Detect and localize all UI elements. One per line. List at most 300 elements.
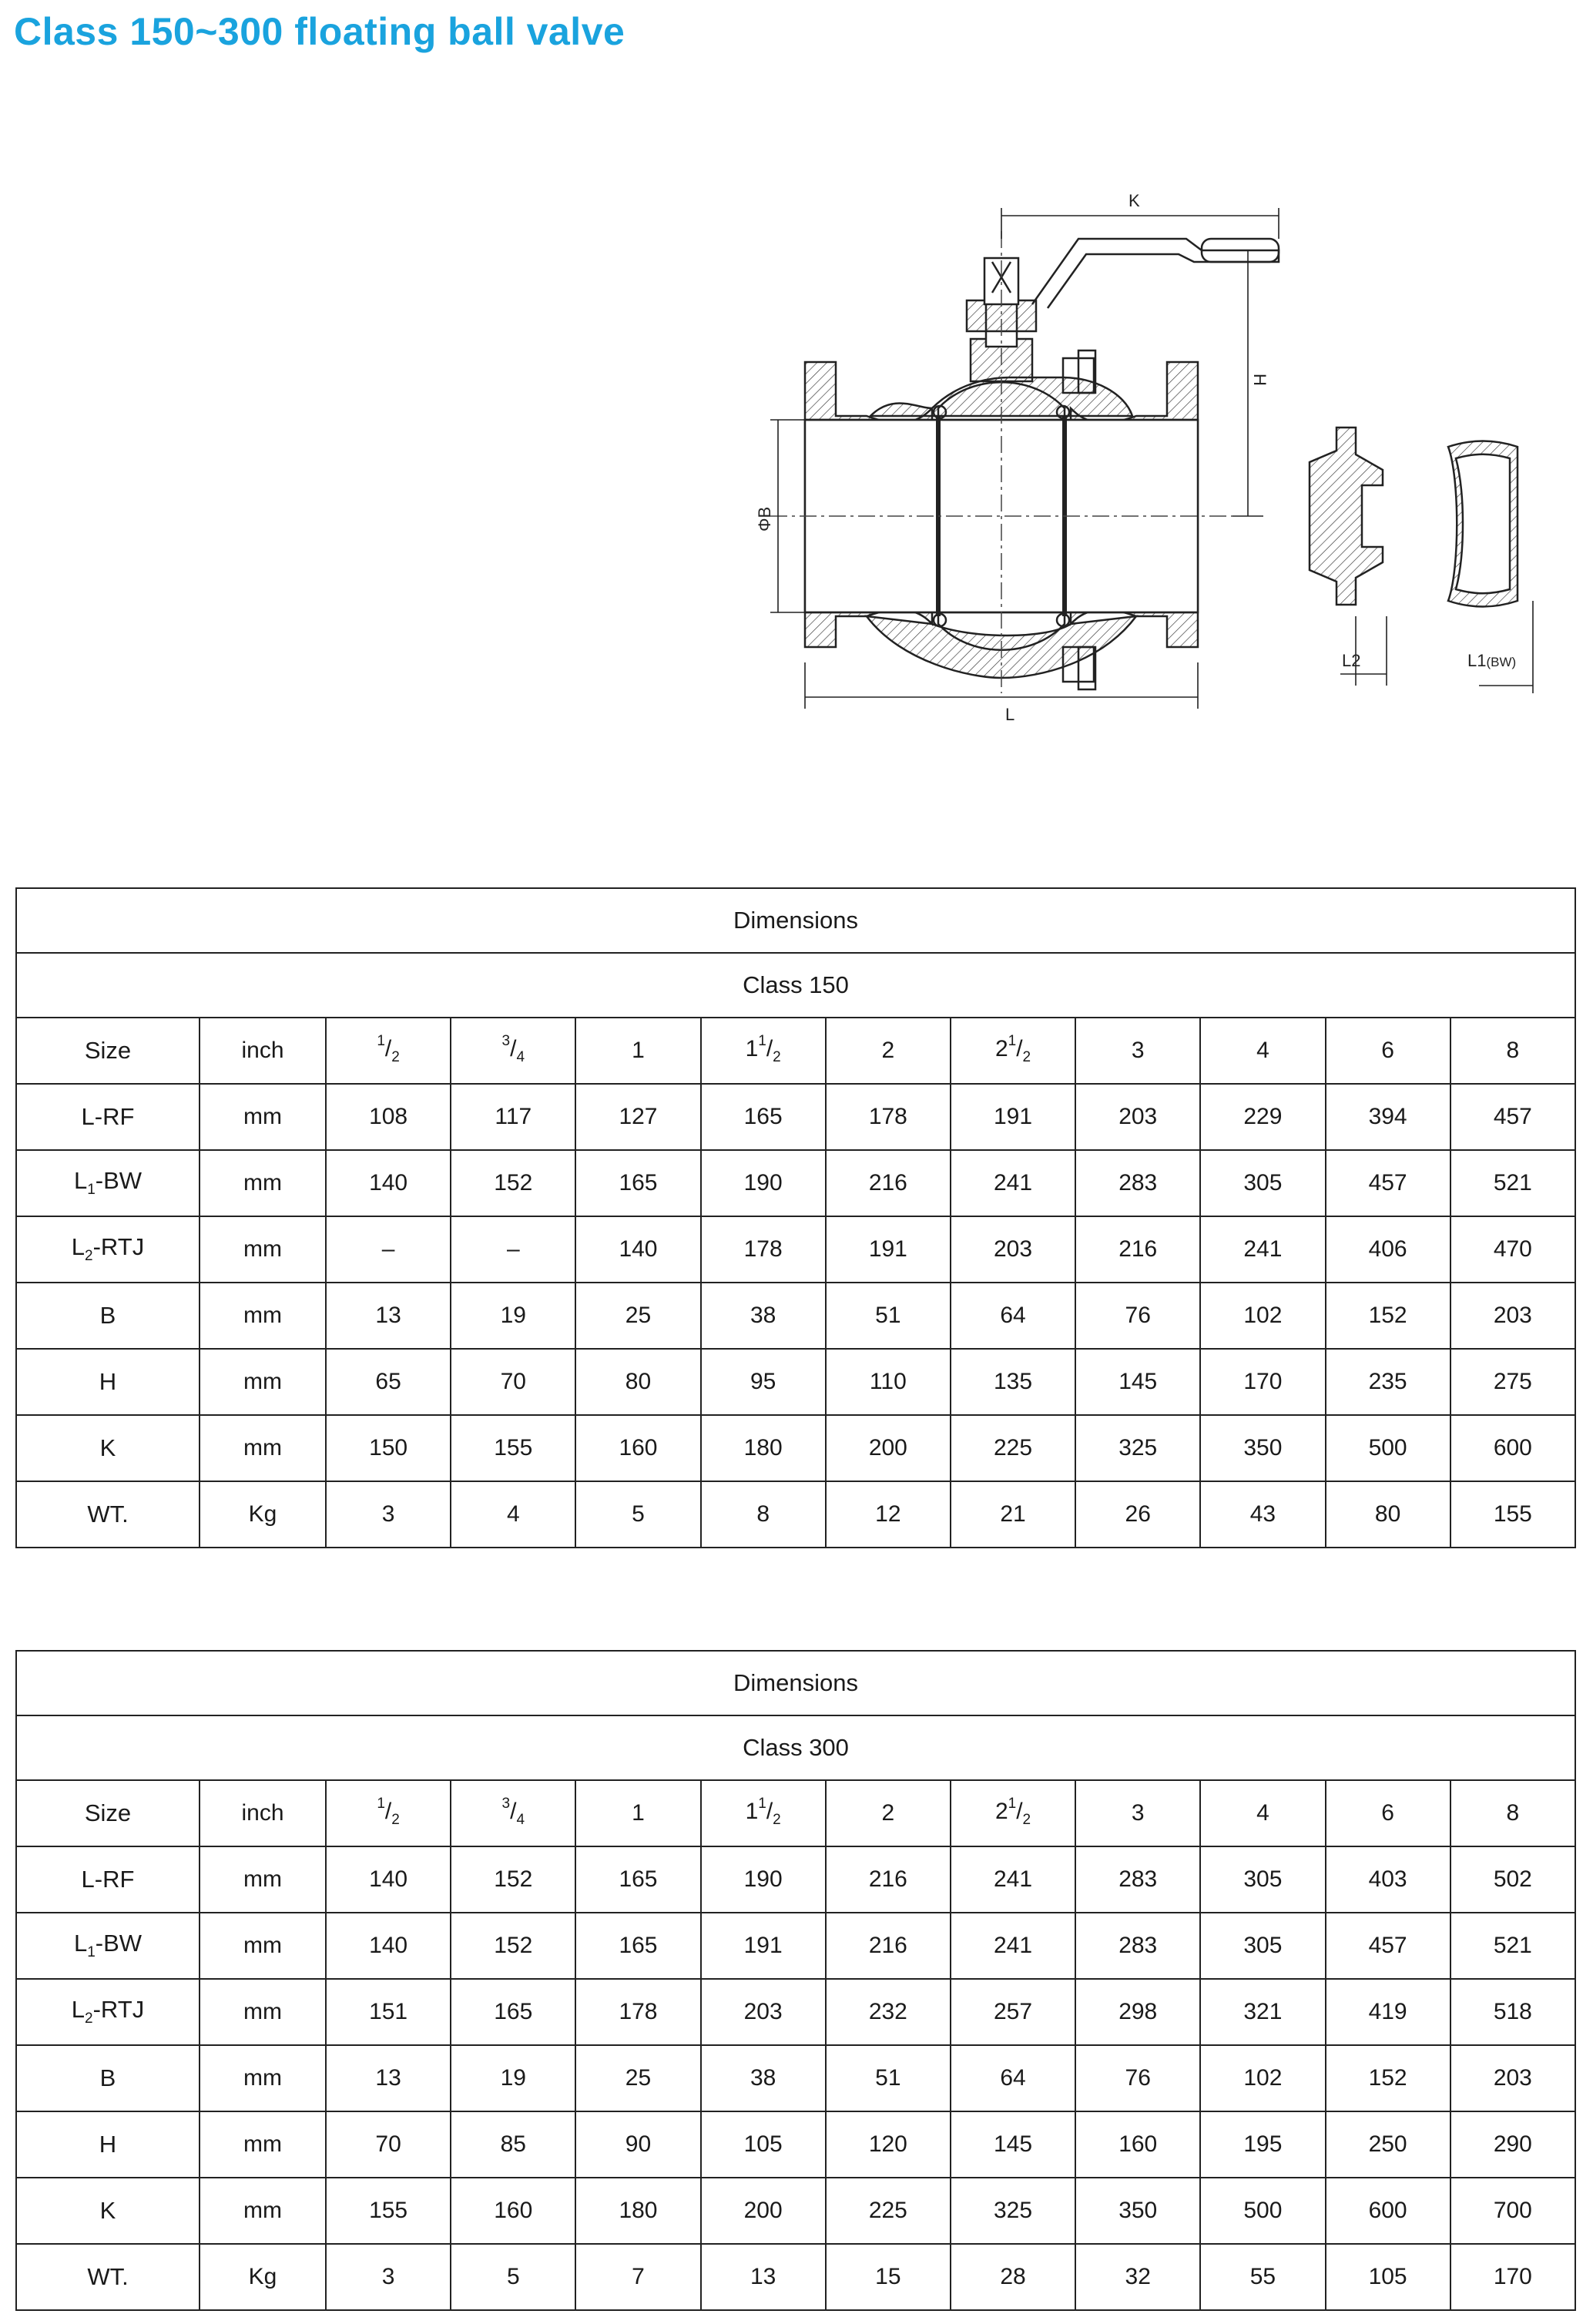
- table-cell: 95: [701, 1349, 826, 1415]
- table-cell: 241: [951, 1150, 1075, 1216]
- table-class-label: Class 300: [16, 1715, 1575, 1780]
- table-size-row: [16, 1018, 1575, 1084]
- size-whole: 1: [745, 1799, 759, 1824]
- fraction-slash: /: [1016, 1799, 1023, 1824]
- size-header-cell: [951, 1018, 1075, 1084]
- row-label-suffix: -RTJ: [92, 1996, 145, 2024]
- table-cell: 457: [1326, 1150, 1450, 1216]
- fraction-slash: /: [384, 1036, 392, 1061]
- size-whole: 2: [881, 1800, 895, 1826]
- table-cell: 216: [826, 1846, 951, 1913]
- table-cell: 178: [575, 1979, 700, 2045]
- table-cell: 140: [326, 1150, 451, 1216]
- row-label: [16, 1216, 200, 1283]
- size-whole: 6: [1381, 1800, 1394, 1826]
- table-cell: 283: [1075, 1913, 1200, 1979]
- row-unit: Kg: [200, 1481, 326, 1548]
- table-cell: 110: [826, 1349, 951, 1415]
- row-label-main: L-RF: [81, 1103, 135, 1130]
- table-cell: 80: [575, 1349, 700, 1415]
- row-unit: mm: [200, 1846, 326, 1913]
- table-cell: 117: [451, 1084, 575, 1150]
- table-cell: 190: [701, 1846, 826, 1913]
- size-value: [1132, 1800, 1145, 1826]
- table-cell: 145: [951, 2111, 1075, 2178]
- table-cell: 3: [326, 1481, 451, 1548]
- table-cell: 64: [951, 2045, 1075, 2111]
- table-cell: 19: [451, 2045, 575, 2111]
- size-denominator: 2: [391, 1049, 400, 1065]
- table-cell: 165: [701, 1084, 826, 1150]
- table-cell: 305: [1200, 1846, 1325, 1913]
- table-cell: 180: [701, 1415, 826, 1481]
- table-size-row: [16, 1780, 1575, 1846]
- size-denominator: 2: [773, 1049, 781, 1065]
- table-cell: 225: [951, 1415, 1075, 1481]
- size-header-cell: [1450, 1780, 1575, 1846]
- table-cell: 155: [1450, 1481, 1575, 1548]
- table-cell: 5: [575, 1481, 700, 1548]
- row-label: [16, 1084, 200, 1150]
- dim-label-l1-suffix: (BW): [1486, 655, 1517, 669]
- row-label-main: B: [99, 1302, 116, 1329]
- table-cell: 160: [575, 1415, 700, 1481]
- size-value: [377, 1796, 400, 1828]
- size-numerator: 1: [758, 1796, 766, 1812]
- table-cell: 140: [326, 1913, 451, 1979]
- size-value: [501, 1796, 525, 1828]
- table-cell: 180: [575, 2178, 700, 2244]
- table-cell: 600: [1326, 2178, 1450, 2244]
- dim-label-h: H: [1250, 374, 1269, 386]
- table-cell: 195: [1200, 2111, 1325, 2178]
- table-cell: 200: [826, 1415, 951, 1481]
- table-cell: 502: [1450, 1846, 1575, 1913]
- size-denominator: 4: [516, 1812, 525, 1828]
- size-value: [1132, 1038, 1145, 1063]
- table-class-label: Class 150: [16, 953, 1575, 1018]
- row-label: [16, 2244, 200, 2310]
- size-denominator: 2: [1022, 1812, 1031, 1828]
- table-class-row: [16, 953, 1575, 1018]
- size-value: [745, 1796, 781, 1828]
- size-whole: 3: [1131, 1038, 1145, 1063]
- table-cell: 203: [701, 1979, 826, 2045]
- size-denominator: 2: [391, 1812, 400, 1828]
- dim-label-l: L: [1005, 705, 1015, 724]
- size-header-cell: [575, 1018, 700, 1084]
- table-cell: 165: [575, 1150, 700, 1216]
- size-numerator: 1: [1008, 1033, 1017, 1049]
- table-cell: 155: [326, 2178, 451, 2244]
- row-label-suffix: -BW: [95, 1167, 143, 1195]
- size-denominator: 2: [773, 1812, 781, 1828]
- size-whole: 4: [1256, 1038, 1269, 1063]
- table-cell: 419: [1326, 1979, 1450, 2045]
- size-whole: 4: [1256, 1800, 1269, 1826]
- row-label: [16, 1913, 200, 1979]
- size-whole: 2: [881, 1038, 895, 1063]
- row-unit: mm: [200, 1979, 326, 2045]
- row-unit: mm: [200, 1084, 326, 1150]
- row-label: [16, 2045, 200, 2111]
- size-whole: 1: [745, 1036, 759, 1061]
- table-cell: 283: [1075, 1846, 1200, 1913]
- size-value: [377, 1033, 400, 1065]
- size-numerator: 1: [377, 1033, 385, 1049]
- table-cell: 140: [575, 1216, 700, 1283]
- row-label-main: B: [99, 2064, 116, 2091]
- fraction-slash: /: [510, 1799, 517, 1824]
- table-cell: 135: [951, 1349, 1075, 1415]
- table-cell: 521: [1450, 1913, 1575, 1979]
- table-row: [16, 2111, 1575, 2178]
- table-cell: 700: [1450, 2178, 1575, 2244]
- table-cell: 403: [1326, 1846, 1450, 1913]
- row-unit: mm: [200, 2178, 326, 2244]
- table-cell: 13: [326, 1283, 451, 1349]
- table-cell: 15: [826, 2244, 951, 2310]
- table-cell: 165: [575, 1913, 700, 1979]
- row-label: [16, 1349, 200, 1415]
- size-numerator: 3: [501, 1796, 511, 1812]
- table-cell: 150: [326, 1415, 451, 1481]
- table-cell: 232: [826, 1979, 951, 2045]
- size-denominator: 4: [516, 1049, 525, 1065]
- row-label-sub: 1: [87, 1944, 96, 1961]
- table-class-row: [16, 1715, 1575, 1780]
- table-cell: 216: [1075, 1216, 1200, 1283]
- size-value: [745, 1033, 781, 1065]
- table-cell: 127: [575, 1084, 700, 1150]
- size-unit: inch: [200, 1780, 326, 1846]
- table-cell: 241: [951, 1913, 1075, 1979]
- table-cell: 7: [575, 2244, 700, 2310]
- fraction-slash: /: [384, 1799, 392, 1824]
- size-header-cell: [1200, 1018, 1325, 1084]
- table-cell: 152: [451, 1913, 575, 1979]
- valve-body: [805, 239, 1279, 689]
- table-cell: 257: [951, 1979, 1075, 2045]
- table-cell: 350: [1075, 2178, 1200, 2244]
- row-label: [16, 1283, 200, 1349]
- size-value: [882, 1038, 895, 1063]
- row-unit: mm: [200, 1216, 326, 1283]
- table-cell: 145: [1075, 1349, 1200, 1415]
- table-cell: 102: [1200, 2045, 1325, 2111]
- table-row: [16, 1084, 1575, 1150]
- row-label-main: WT.: [87, 1501, 129, 1528]
- table-cell: 165: [575, 1846, 700, 1913]
- row-label-sub: 1: [87, 1182, 96, 1199]
- size-value: [632, 1800, 645, 1826]
- table-cell: 521: [1450, 1150, 1575, 1216]
- table-cell: 321: [1200, 1979, 1325, 2045]
- table-cell: 5: [451, 2244, 575, 2310]
- table-cell: 203: [1075, 1084, 1200, 1150]
- table-cell: 250: [1326, 2111, 1450, 2178]
- table-cell: –: [451, 1216, 575, 1283]
- table-row: [16, 1216, 1575, 1283]
- size-value: [1256, 1800, 1269, 1826]
- table-cell: 64: [951, 1283, 1075, 1349]
- table-cell: 25: [575, 1283, 700, 1349]
- table-cell: 51: [826, 2045, 951, 2111]
- size-value: [1256, 1038, 1269, 1063]
- table-cell: 13: [326, 2045, 451, 2111]
- table-cell: 191: [701, 1913, 826, 1979]
- table-cell: 4: [451, 1481, 575, 1548]
- table-cell: 152: [451, 1150, 575, 1216]
- size-numerator: 3: [501, 1033, 511, 1049]
- table-cell: 203: [951, 1216, 1075, 1283]
- table-cell: 25: [575, 2045, 700, 2111]
- table-cell: 283: [1075, 1150, 1200, 1216]
- table-cell: 305: [1200, 1913, 1325, 1979]
- table-cell: 457: [1450, 1084, 1575, 1150]
- table-cell: 38: [701, 1283, 826, 1349]
- table-cell: 229: [1200, 1084, 1325, 1150]
- table-cell: 325: [951, 2178, 1075, 2244]
- size-numerator: 1: [758, 1033, 766, 1049]
- row-label-sub: 2: [85, 2010, 93, 2027]
- dimensions-table-class-300: [15, 1650, 1576, 2311]
- table-cell: 203: [1450, 2045, 1575, 2111]
- table-row: [16, 2045, 1575, 2111]
- size-header-cell: [1075, 1018, 1200, 1084]
- table-cell: 65: [326, 1349, 451, 1415]
- row-label-main: L: [73, 1930, 88, 1957]
- table-cell: 51: [826, 1283, 951, 1349]
- table-cell: 38: [701, 2045, 826, 2111]
- size-header-cell: [1326, 1018, 1450, 1084]
- table-cell: 165: [451, 1979, 575, 2045]
- row-label: [16, 1415, 200, 1481]
- size-label: Size: [16, 1018, 200, 1084]
- table-cell: 152: [451, 1846, 575, 1913]
- row-label-main: H: [99, 2131, 117, 2158]
- table-cell: 305: [1200, 1150, 1325, 1216]
- table-cell: 290: [1450, 2111, 1575, 2178]
- size-value: [501, 1033, 525, 1065]
- size-header-cell: [451, 1780, 575, 1846]
- table-row: [16, 1415, 1575, 1481]
- table-row: [16, 1150, 1575, 1216]
- row-label: [16, 1150, 200, 1216]
- table-cell: 70: [326, 2111, 451, 2178]
- size-value: [1507, 1800, 1520, 1826]
- table-cell: 241: [951, 1846, 1075, 1913]
- table-cell: 500: [1200, 2178, 1325, 2244]
- table-cell: 76: [1075, 2045, 1200, 2111]
- row-unit: mm: [200, 1913, 326, 1979]
- size-header-cell: [1450, 1018, 1575, 1084]
- table-cell: 200: [701, 2178, 826, 2244]
- row-unit: mm: [200, 1283, 326, 1349]
- table-cell: 170: [1450, 2244, 1575, 2310]
- table-row: [16, 1481, 1575, 1548]
- fraction-slash: /: [766, 1036, 773, 1061]
- table-cell: 152: [1326, 2045, 1450, 2111]
- table-cell: 70: [451, 1349, 575, 1415]
- row-unit: mm: [200, 1349, 326, 1415]
- table-cell: 28: [951, 2244, 1075, 2310]
- row-label-main: K: [99, 2197, 116, 2224]
- table-cell: 85: [451, 2111, 575, 2178]
- table-cell: 102: [1200, 1283, 1325, 1349]
- size-unit: inch: [200, 1018, 326, 1084]
- row-label: [16, 2111, 200, 2178]
- table-cell: 190: [701, 1150, 826, 1216]
- row-unit: mm: [200, 1415, 326, 1481]
- table-cell: 394: [1326, 1084, 1450, 1150]
- table-cell: 275: [1450, 1349, 1575, 1415]
- table-cell: 216: [826, 1150, 951, 1216]
- size-numerator: 1: [1008, 1796, 1017, 1812]
- table-cell: 500: [1326, 1415, 1450, 1481]
- row-label-main: K: [99, 1434, 116, 1461]
- size-numerator: 1: [377, 1796, 385, 1812]
- row-label-main: L: [71, 1233, 86, 1261]
- size-whole: 2: [994, 1036, 1008, 1061]
- size-whole: 3: [1131, 1800, 1145, 1826]
- table-cell: 406: [1326, 1216, 1450, 1283]
- table-cell: 457: [1326, 1913, 1450, 1979]
- table-cell: 216: [826, 1913, 951, 1979]
- table-row: [16, 1913, 1575, 1979]
- fraction-slash: /: [1016, 1036, 1023, 1061]
- row-unit: mm: [200, 2111, 326, 2178]
- dim-label-l1: [1467, 651, 1516, 670]
- row-label-main: H: [99, 1368, 117, 1395]
- size-value: [994, 1033, 1031, 1065]
- table-cell: 170: [1200, 1349, 1325, 1415]
- size-value: [994, 1796, 1031, 1828]
- row-unit: Kg: [200, 2244, 326, 2310]
- size-whole: 1: [632, 1038, 645, 1063]
- size-header-cell: [951, 1780, 1075, 1846]
- table-cell: 32: [1075, 2244, 1200, 2310]
- table-cell: –: [326, 1216, 451, 1283]
- size-value: [1381, 1800, 1394, 1826]
- table-cell: 155: [451, 1415, 575, 1481]
- size-value: [1507, 1038, 1520, 1063]
- row-label-main: WT.: [87, 2263, 129, 2290]
- row-label-sub: 2: [85, 1248, 93, 1265]
- size-value: [882, 1800, 895, 1826]
- table-cell: 191: [826, 1216, 951, 1283]
- row-label: [16, 1979, 200, 2045]
- table-row: [16, 1979, 1575, 2045]
- table-cell: 203: [1450, 1283, 1575, 1349]
- table-row: [16, 1283, 1575, 1349]
- size-header-cell: [826, 1018, 951, 1084]
- dim-label-k: K: [1129, 191, 1140, 210]
- size-value: [1381, 1038, 1394, 1063]
- size-whole: 1: [632, 1800, 645, 1826]
- fraction-slash: /: [510, 1036, 517, 1061]
- table-cell: 470: [1450, 1216, 1575, 1283]
- size-header-cell: [826, 1780, 951, 1846]
- table-cell: 105: [701, 2111, 826, 2178]
- table-cell: 76: [1075, 1283, 1200, 1349]
- size-header-cell: [701, 1018, 826, 1084]
- table-cell: 178: [826, 1084, 951, 1150]
- table-row: [16, 2178, 1575, 2244]
- table-cell: 3: [326, 2244, 451, 2310]
- size-whole: 6: [1381, 1038, 1394, 1063]
- table-cell: 21: [951, 1481, 1075, 1548]
- row-label-main: L-RF: [81, 1866, 135, 1893]
- table-row: [16, 1846, 1575, 1913]
- table-cell: 241: [1200, 1216, 1325, 1283]
- size-whole: 2: [994, 1799, 1008, 1824]
- row-unit: mm: [200, 2045, 326, 2111]
- fraction-slash: /: [766, 1799, 773, 1824]
- size-header-cell: [326, 1780, 451, 1846]
- dim-label-l2: L2: [1342, 651, 1361, 670]
- rtj-end-detail: [1310, 428, 1383, 605]
- table-cell: 140: [326, 1846, 451, 1913]
- table-cell: 80: [1326, 1481, 1450, 1548]
- size-whole: 8: [1506, 1800, 1520, 1826]
- row-label-suffix: -BW: [95, 1930, 143, 1957]
- table-heading: Dimensions: [16, 888, 1575, 953]
- table-cell: 8: [701, 1481, 826, 1548]
- table-cell: 151: [326, 1979, 451, 2045]
- row-label: [16, 1481, 200, 1548]
- table-cell: 600: [1450, 1415, 1575, 1481]
- table-cell: 13: [701, 2244, 826, 2310]
- dimensions-table-class-150: [15, 887, 1576, 1548]
- row-label-main: L: [73, 1167, 88, 1195]
- table-row: [16, 1349, 1575, 1415]
- table-row: [16, 2244, 1575, 2310]
- size-header-cell: [451, 1018, 575, 1084]
- size-whole: 8: [1506, 1038, 1520, 1063]
- table-cell: 12: [826, 1481, 951, 1548]
- table-cell: 90: [575, 2111, 700, 2178]
- row-label-main: L: [71, 1996, 86, 2024]
- table-cell: 191: [951, 1084, 1075, 1150]
- table-cell: 518: [1450, 1979, 1575, 2045]
- table-cell: 105: [1326, 2244, 1450, 2310]
- size-label: Size: [16, 1780, 200, 1846]
- table-cell: 120: [826, 2111, 951, 2178]
- table-cell: 350: [1200, 1415, 1325, 1481]
- table-cell: 235: [1326, 1349, 1450, 1415]
- size-header-cell: [1326, 1780, 1450, 1846]
- size-header-cell: [701, 1780, 826, 1846]
- bw-end-detail: [1448, 441, 1518, 607]
- table-cell: 160: [1075, 2111, 1200, 2178]
- table-cell: 178: [701, 1216, 826, 1283]
- row-label-suffix: -RTJ: [92, 1233, 145, 1261]
- valve-drawing: [739, 185, 1556, 724]
- size-header-cell: [1200, 1780, 1325, 1846]
- size-header-cell: [326, 1018, 451, 1084]
- size-value: [632, 1038, 645, 1063]
- dim-label-l1-text: L1: [1467, 651, 1487, 670]
- table-cell: 152: [1326, 1283, 1450, 1349]
- size-denominator: 2: [1022, 1049, 1031, 1065]
- page-title: Class 150~300 floating ball valve: [14, 10, 625, 53]
- table-cell: 225: [826, 2178, 951, 2244]
- table-cell: 43: [1200, 1481, 1325, 1548]
- table-cell: 325: [1075, 1415, 1200, 1481]
- table-cell: 160: [451, 2178, 575, 2244]
- table-cell: 55: [1200, 2244, 1325, 2310]
